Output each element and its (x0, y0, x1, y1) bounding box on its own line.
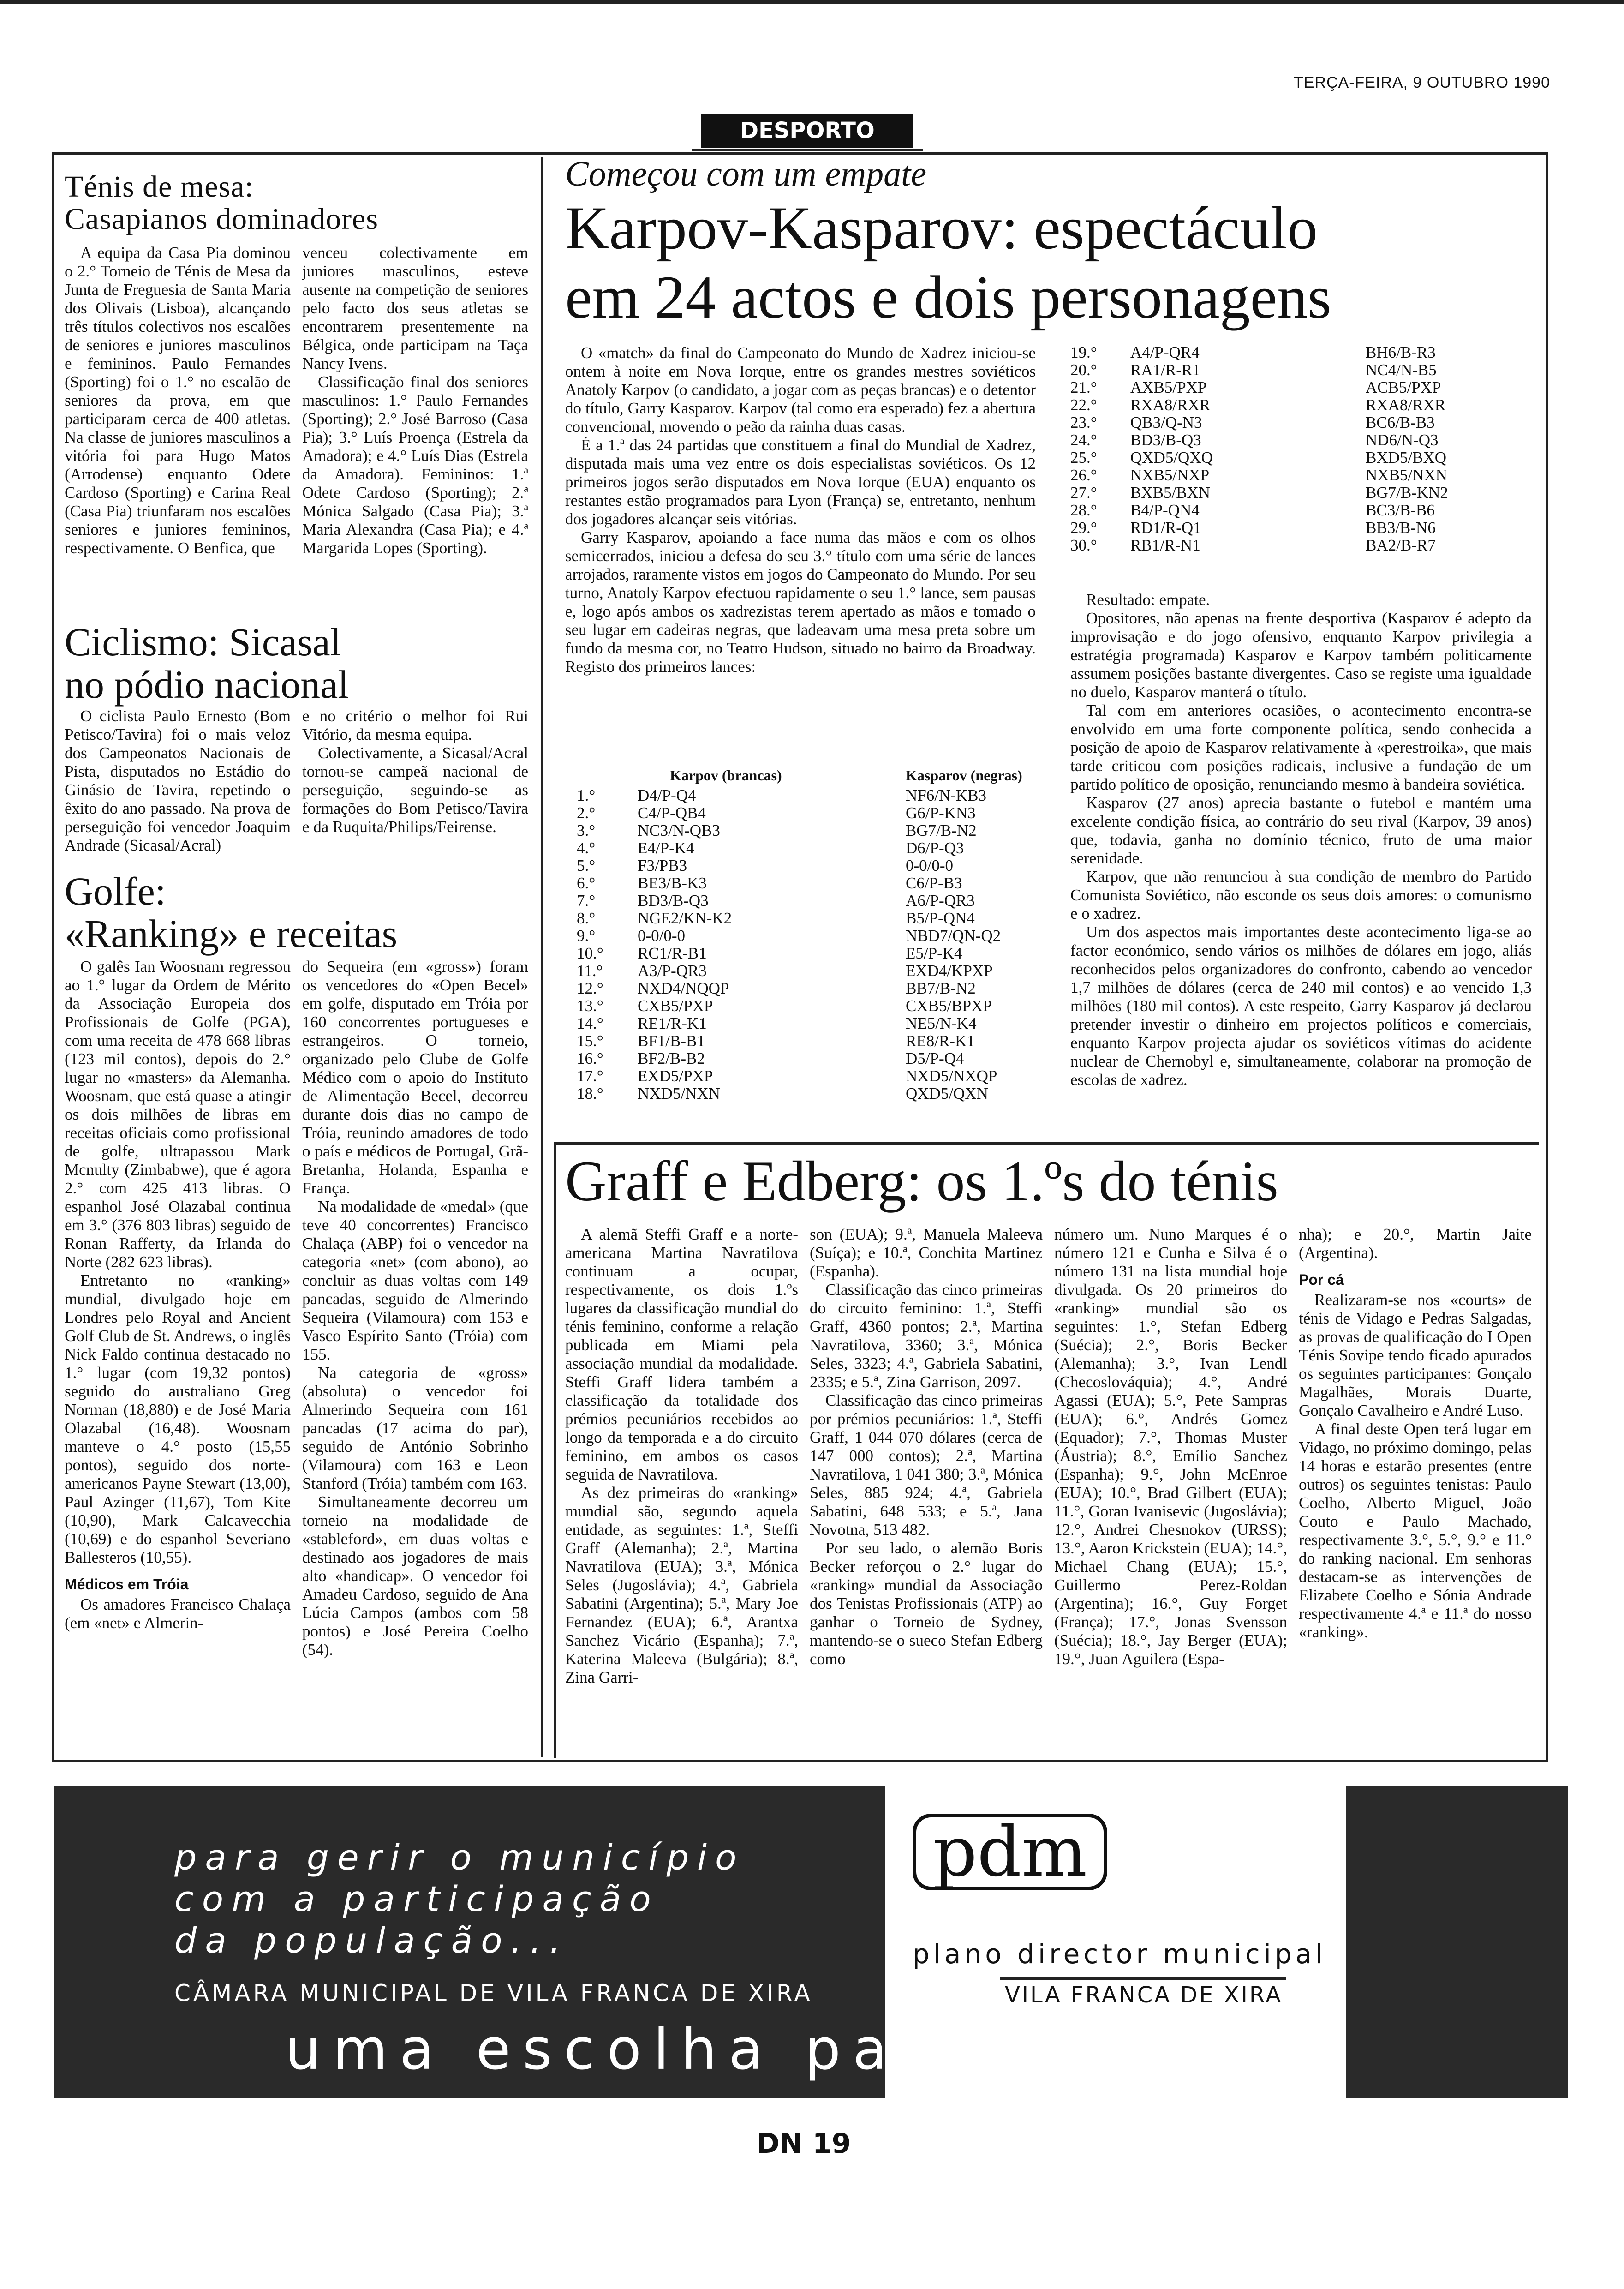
move-row (577, 1050, 1023, 1067)
move-black: NBD7/QN-Q2 (906, 927, 1001, 945)
move-white: RA1/R-R1 (1130, 361, 1200, 379)
karpov-col-1 (565, 344, 1036, 676)
ciclismo-headline-2: no pódio nacional (65, 662, 349, 707)
move-white: RB1/R-N1 (1130, 536, 1200, 554)
move-number: 15.° (577, 1032, 603, 1050)
move-black: BC6/B-B3 (1366, 413, 1435, 431)
move-white: NGE2/KN-K2 (638, 909, 732, 927)
move-row (577, 875, 1023, 892)
ciclismo-headline-1: Ciclismo: Sicasal (65, 620, 341, 664)
move-white: AXB5/PXP (1130, 378, 1207, 396)
move-number: 14.° (577, 1014, 603, 1032)
move-black: BXD5/BXQ (1366, 449, 1447, 467)
move-number: 16.° (577, 1049, 603, 1067)
paragraph: número um. Nuno Marques é o número 121 e Cunha e Silva é o número 131 na lista mundial hoje divulgada. Os 20 primeiros do «ranking» mundial são os seguintes: 1.°, Stefan Edberg (Suécia); 2.°, Boris Becker (Alemanha); 3.°, Ivan Lendl (Checoslováquia); 4.°, André Agassi (EUA); 5.°, Pete Sampras (EUA); 6.°, Andrés Gomez (Equador); 7.°, Thomas Muster (Áustria); 8.°, Emílio Sanchez (Espanha); 9.°, John McEnroe (EUA); 10.°, Brad Gilbert (EUA); 11.°, Goran Ivanisevic (Jugoslávia); 12.°, Andrei Chesnokov (URSS); 13.°, Aaron Krickstein (EUA); 14.°, Michael Chang (EUA); 15.°, Guillermo Perez-Roldan (Argentina); 16.°, Guy Forget (França); 17.°, Jonas Svensson (Suécia); 18.°, Jay Berger (EUA); 19.°, Juan Aguilera (Espa- (1054, 1225, 1287, 1668)
move-white: BF2/B-B2 (638, 1049, 705, 1067)
move-row (1070, 449, 1448, 467)
paragraph: Kasparov (27 anos) aprecia bastante o futebol e mantém uma excelente condição física, ao contrário do seu rival (Karpov, 39 anos) que, todavia, ganha no domínio técnico, fruto de uma maior serenidade. (1070, 794, 1532, 867)
move-row (577, 1067, 1023, 1085)
move-white: A3/P-QR3 (638, 962, 707, 980)
karpov-result: Resultado: empate. (1086, 591, 1210, 609)
move-white: B4/P-QN4 (1130, 501, 1200, 519)
move-row (1070, 467, 1448, 484)
move-white: NC3/N-QB3 (638, 821, 720, 839)
move-row (577, 857, 1023, 875)
paragraph: Entretanto no «ranking» mundial, divulgado hoje em Londres pelo Royal and Ancient Golf Club de St. Andrews, o inglês Nick Faldo continua destacado no 1.° lugar (com 19,32 pontos) seguido do australiano Greg Norman (18,880) e de José Maria Olazabal (16,48). Woosnam manteve o 4.° posto (15,55 pontos), seguido dos norte-americanos Payne Stewart (13,00), Paul Azinger (11,67), Tom Kite (10,90), Mark Calcavecchia (10,69) e do espanhol Severiano Ballesteros (10,55). (65, 1271, 291, 1566)
move-row (577, 1032, 1023, 1050)
ad-plan-label: plano director municipal (913, 1938, 1327, 1970)
paragraph: O ciclista Paulo Ernesto (Bom Petisco/Tavira) foi o mais veloz dos Campeonatos Nacionais de Pista, disputados no Estádio do Ginásio de Tavira, repetindo o êxito do ano passado. Na prova de perseguição foi vencedor Joaquim Andrade (Sicasal/Acral) (65, 707, 291, 854)
move-row (1070, 519, 1448, 537)
move-black: NE5/N-K4 (906, 1014, 977, 1032)
paragraph: O «match» da final do Campeonato do Mundo de Xadrez iniciou-se ontem à noite em Nova Iorque, entre os grandes mestres soviéticos Anatoly Karpov (o candidato, a jogar com as peças brancas) e o detentor do título, Garry Kasparov. Karpov (tal como era esperado) fez a abertura convencional, movendo o peão da rainha duas casas. (565, 344, 1036, 436)
move-white: RXA8/RXR (1130, 396, 1211, 414)
golfe-col-2 (302, 958, 528, 1659)
move-number: 11.° (577, 962, 603, 980)
move-number: 10.° (577, 944, 603, 962)
move-black: EXD4/KPXP (906, 962, 993, 980)
ad-council: CÂMARA MUNICIPAL DE VILA FRANCA DE XIRA (174, 1980, 813, 2007)
move-row (577, 804, 1023, 822)
move-black: NXD5/NXQP (906, 1067, 997, 1085)
move-number: 28.° (1070, 501, 1097, 519)
move-black: BG7/B-N2 (906, 821, 977, 839)
move-black: G6/P-KN3 (906, 804, 976, 822)
move-row (1070, 502, 1448, 519)
moves-header-black: Kasparov (negras) (906, 767, 1022, 784)
move-number: 26.° (1070, 466, 1097, 484)
move-black: A6/P-QR3 (906, 892, 975, 910)
move-row (1070, 361, 1448, 379)
move-white: CXB5/PXP (638, 997, 713, 1015)
move-black: NF6/N-KB3 (906, 786, 987, 804)
move-row (577, 892, 1023, 910)
paragraph: A final deste Open terá lugar em Vidago, no próximo domingo, pelas 14 horas e estarão presentes (entre outros) os seguintes tenistas: Paulo Coelho, Alberto Miguel, João Couto e Paulo Machado, respectivamente 3.°, 5.°, 9.° e 11.° do ranking nacional. Em senhoras destacam-se as intervenções de Elizabete Coelho e Sónia Andrade respectivamente 4.ª e 11.ª do nosso «ranking». (1299, 1420, 1532, 1641)
move-white: BD3/B-Q3 (1130, 431, 1201, 449)
tenis-mesa-col-2 (302, 244, 528, 557)
paragraph: Colectivamente, a Sicasal/Acral tornou-se campeã nacional de perseguição, seguindo-se as formações do Bom Petisco/Tavira e da Ruquita/Philips/Feirense. (302, 744, 528, 836)
move-white: BXB5/BXN (1130, 484, 1211, 502)
top-border (0, 0, 1624, 4)
paragraph: Classificação das cinco primeiras por prémios pecuniários: 1.ª, Steffi Graff, 1 044 070 dólares (cerca de 147 000 contos); 2.ª, Martina Navratilova, 1 041 380; 3.ª, Mónica Seles, 885 924; 4.ª, Gabriela Sabatini, 648 533; e 5.ª, Jana Novotna, 513 482. (810, 1391, 1043, 1539)
move-number: 7.° (577, 892, 596, 910)
graff-col-4 (1299, 1225, 1532, 1642)
move-black: 0-0/0-0 (906, 857, 954, 875)
karpov-headline-1: Karpov-Kasparov: espectáculo (565, 194, 1318, 262)
move-number: 2.° (577, 804, 596, 822)
paragraph: venceu colectivamente em juniores masculinos, esteve ausente na competição de seniores pelo facto dos seus atletas se encontrarem presentemente na Bélgica, onde participam na Taça Nancy Ivens. (302, 244, 528, 372)
paragraph: Por seu lado, o alemão Boris Becker reforçou o 2.° lugar do «ranking» mundial da Associação dos Tenistas Profissionais (ATP) ao ganhar o Torneio de Sydney, mantendo-se o sueco Stefan Edberg como (810, 1539, 1043, 1668)
page-folio: DN 19 (757, 2127, 851, 2160)
move-row (577, 980, 1023, 997)
move-black: BB7/B-N2 (906, 979, 976, 997)
paragraph: Classificação das cinco primeiras do circuito feminino: 1.ª, Steffi Graff, 4360 pontos; 2.ª, Martina Navratilova, 3360; 3.ª, Mónica Seles, 3323; 4.ª, Gabriela Sabatini, 2335; e 5.ª, Zina Garrison, 2097. (810, 1281, 1043, 1391)
ad-line-1: para gerir o município (174, 1837, 745, 1878)
tenis-mesa-article (65, 171, 531, 235)
move-white: BE3/B-K3 (638, 874, 707, 892)
move-number: 24.° (1070, 431, 1097, 449)
move-black: BC3/B-B6 (1366, 501, 1435, 519)
move-white: EXD5/PXP (638, 1067, 713, 1085)
move-row (577, 997, 1023, 1015)
move-white: NXD5/NXN (638, 1085, 720, 1103)
page-date: TERÇA-FEIRA, 9 OUTUBRO 1990 (1293, 74, 1550, 91)
move-white: QXD5/QXQ (1130, 449, 1213, 467)
move-white: RD1/R-Q1 (1130, 519, 1201, 537)
move-number: 17.° (577, 1067, 603, 1085)
move-white: QB3/Q-N3 (1130, 413, 1202, 431)
tenis-mesa-col-1 (65, 244, 291, 557)
move-number: 25.° (1070, 449, 1097, 467)
paragraph: Na modalidade de «medal» (que teve 40 concorrentes) Francisco Chalaça (ABP) foi o vencedor na categoria «net» (com abono), ao concluir as duas voltas com 149 pancadas, seguido de Almerindo Sequeira (Vilamoura) com 153 e Vasco Espírito Santo (Tróia) com 155. (302, 1198, 528, 1363)
tenis-mesa-headline-2: Casapianos dominadores (65, 202, 379, 236)
paragraph: Classificação final dos seniores masculinos: 1.° Paulo Fernandes (Sporting); 2.° José Barroso (Casa Pia); 3.° Luís Proença (Estrela da Amadora); e 4.° Luís Dias (Estrela da Amadora). Femininos: 1.ª Odete Cardoso (Sporting); 2.ª Mónica Salgado (Casa Pia); 3.ª Maria Alexandra (Casa Pia); e 4.ª Margarida Lopes (Sporting). (302, 373, 528, 557)
move-number: 12.° (577, 979, 603, 997)
paragraph: Realizaram-se nos «courts» de ténis de Vidago e Pedras Salgadas, as provas de qualificação do I Open Ténis Sovipe tendo ficado apurados os seguintes participantes: Gonçalo Magalhães, Morais Duarte, Gonçalo Cavalheiro e André Luso. (1299, 1291, 1532, 1420)
move-number: 22.° (1070, 396, 1097, 414)
move-white: 0-0/0-0 (638, 927, 686, 945)
karpov-kicker: Começou com um empate (565, 155, 927, 193)
move-black: CXB5/BPXP (906, 997, 992, 1015)
move-white: RC1/R-B1 (638, 944, 707, 962)
paragraph: O galês Ian Woosnam regressou ao 1.° lugar da Ordem de Mérito da Associação Europeia dos Profissionais de Golfe (PGA), com uma receita de 478 668 libras (123 mil contos), depois do 2.° lugar no «masters» da Alemanha. Woosnam, que está quase a atingir os dois milhões de libras em receitas oficiais como profissional de golfe, ultrapassou Mark Mcnulty (Zimbabwe), que é agora 2.° com 425 413 libras. O espanhol José Olazabal continua em 3.° (376 803 libras) seguido de Ronan Rafferty, da Irlanda do Norte (282 623 libras). (65, 958, 291, 1271)
move-row (577, 945, 1023, 962)
tenis-mesa-headline-1: Ténis de mesa: (65, 170, 254, 204)
move-black: RE8/R-K1 (906, 1032, 975, 1050)
move-white: E4/P-K4 (638, 839, 694, 857)
paragraph: Tal com em anteriores ocasiões, o acontecimento encontra-se envolvido em uma forte componente política, sendo conhecida a posição de apoio de Kasparov relativamente à «perestroika», que mais tarde criticou com posições radicais, inclusive a fundação de um partido político de oposição, renunciando mesmo à bandeira soviética. (1070, 701, 1532, 793)
karpov-col-2 (1070, 591, 1532, 1089)
move-row (577, 1085, 1023, 1103)
move-black: QXD5/QXN (906, 1085, 988, 1103)
move-row (1070, 484, 1448, 502)
move-number: 8.° (577, 909, 596, 927)
move-black: C6/P-B3 (906, 874, 962, 892)
move-black: NC4/N-B5 (1366, 361, 1437, 379)
paragraph: A alemã Steffi Graff e a norte-americana Martina Navratilova continuam a ocupar, respectivamente, os dois 1.ºs lugares da classificação mundial do ténis feminino, conforme a relação publicada em Miami pela associação mundial da modalidade. Steffi Graff lidera também a classificação da totalidade dos prémios pecuniários recebidos ao longo da temporada e a do circuito feminino, em ambos os casos seguida de Navratilova. (565, 1225, 798, 1483)
paragraph: Um dos aspectos mais importantes deste acontecimento liga-se ao factor económico, sendo vários os milhões de dólares em jogo, aliás reconhecidos pelos organizadores do confronto, cabendo ao vencedor 1,7 milhões de dólares (cerca de 240 mil contos) e ao vencido 1,3 milhões (180 mil contos). A este respeito, Garry Kasparov já declarou pretender investir o dinheiro em projectos políticos e comerciais, enquanto Karpov projecta ajudar os soviéticos vítimas do acidente nuclear de Chernobyl e, simultaneamente, colaborar na promoção de escolas de xadrez. (1070, 923, 1532, 1089)
move-number: 30.° (1070, 536, 1097, 554)
move-white: A4/P-QR4 (1130, 343, 1200, 361)
move-number: 18.° (577, 1085, 603, 1103)
move-number: 5.° (577, 857, 596, 875)
karpov-article (565, 155, 1534, 332)
golfe-article (65, 870, 531, 955)
pdm-logo: pdm (913, 1814, 1107, 1890)
move-black: BG7/B-KN2 (1366, 484, 1448, 502)
move-number: 23.° (1070, 413, 1097, 431)
move-black: BA2/B-R7 (1366, 536, 1436, 554)
move-row (577, 927, 1023, 945)
move-white: BF1/B-B1 (638, 1032, 705, 1050)
paragraph: Karpov, que não renunciou à sua condição de membro do Partido Comunista Soviético, não esconde os seus dois amores: o comunismo e o xadrez. (1070, 868, 1532, 923)
paragraph: Garry Kasparov, apoiando a face numa das mãos e com os olhos semicerrados, iniciou a defesa do seu 3.° título com uma série de lances arrojados, raramente vistos em jogos do Campeonato do Mundo. Por seu turno, Anatoly Karpov efectuou rapidamente o seu 1.° lance, sem pausas e, logo após ambos os xadrezistas terem apertado as mãos e tomado o seu lugar em cadeiras negras, que ladeavam uma mesa preta sobre um fundo da mesma cor, no Teatro Hudson, situado no bairro da Broadway. Registo dos primeiros lances: (565, 528, 1036, 676)
golfe-headline-1: Golfe: (65, 869, 166, 913)
paragraph: As dez primeiras do «ranking» mundial são, segundo aquela entidade, as seguintes: 1.ª, Steffi Graff (Alemanha); 2.ª, Martina Navratilova (EUA); 3.ª, Mónica Seles (Jugoslávia); 4.ª, Gabriela Sabatini (Argentina); 5.ª, Mary Joe Fernandez (EUA); 6.ª, Arantxa Sanchez Vicário (Espanha); 7.ª, Katerina Maleeva (Bulgária); 8.ª, Zina Garri- (565, 1484, 798, 1686)
ad-line-2: com a participação (174, 1878, 659, 1919)
move-number: 1.° (577, 786, 596, 804)
move-number: 3.° (577, 821, 596, 839)
move-row (577, 822, 1023, 839)
section-label: DESPORTO (701, 114, 914, 148)
move-white: RE1/R-K1 (638, 1014, 707, 1032)
move-black: B5/P-QN4 (906, 909, 975, 927)
paragraph: nha); e 20.°, Martin Jaite (Argentina). (1299, 1225, 1532, 1262)
move-white: D4/P-Q4 (638, 786, 696, 804)
graff-col-1 (565, 1225, 798, 1687)
move-row (577, 910, 1023, 927)
advertisement (54, 1786, 1568, 2098)
paragraph: Na categoria de «gross» (absoluta) o vencedor foi Almerindo Sequeira com 161 pancadas (17 acima do par), seguido de António Sobrinho (Vilamoura) com 163 e Leon Stanford (Tróia) também com 163. (302, 1364, 528, 1492)
move-row (1070, 414, 1448, 431)
move-black: ND6/N-Q3 (1366, 431, 1439, 449)
move-white: F3/PB3 (638, 857, 687, 875)
moves-table-a (577, 766, 1038, 1103)
move-black: D6/P-Q3 (906, 839, 964, 857)
ciclismo-article (65, 621, 531, 706)
paragraph: Opositores, não apenas na frente desportiva (Kasparov é adepto da improvisação e do jogo ofensivo, enquanto Karpov privilegia a estratégia programada) Kasparov e Karpov também politicamente assumem posições bastante divergentes. Caso se registe uma igualdade no duelo, Kasparov manterá o título. (1070, 609, 1532, 701)
move-white: C4/P-QB4 (638, 804, 706, 822)
move-number: 19.° (1070, 343, 1097, 361)
move-number: 27.° (1070, 484, 1097, 502)
move-black: RXA8/RXR (1366, 396, 1446, 414)
move-black: ACB5/PXP (1366, 378, 1441, 396)
move-black: BB3/B-N6 (1366, 519, 1436, 537)
move-row (577, 962, 1023, 980)
graff-headline: Graff e Edberg: os 1.ºs do ténis (565, 1150, 1278, 1213)
move-white: NXB5/NXP (1130, 466, 1210, 484)
moves-header-white: Karpov (brancas) (670, 767, 782, 784)
move-number: 20.° (1070, 361, 1097, 379)
moves-table (577, 766, 1023, 1103)
move-number: 29.° (1070, 519, 1097, 537)
move-row (577, 839, 1023, 857)
move-row (1070, 431, 1448, 449)
graff-subhead: Por cá (1299, 1271, 1344, 1288)
move-row (577, 1015, 1023, 1032)
section-underline (692, 149, 923, 151)
move-number: 13.° (577, 997, 603, 1015)
ad-plan-rule (1000, 1977, 1286, 1980)
paragraph: É a 1.ª das 24 partidas que constituem a final do Mundial de Xadrez, disputada mais uma vez entre os dois especialistas soviéticos. Os 12 primeiros jogos serão disputados em Nova Iorque (EUA) enquanto os restantes estão programados para Lyon (França) se, entretanto, nenhum dos jogadores alcançar seis vitórias. (565, 436, 1036, 528)
karpov-headline-2: em 24 actos e dois personagens (565, 263, 1331, 331)
move-black: D5/P-Q4 (906, 1049, 964, 1067)
graff-col-3 (1054, 1225, 1287, 1668)
move-row (1070, 396, 1448, 414)
move-row (1070, 344, 1448, 361)
golfe-col-1 (65, 958, 291, 1632)
ad-city: VILA FRANCA DE XIRA (1005, 1982, 1283, 2008)
move-black: BH6/B-R3 (1366, 343, 1436, 361)
move-black: NXB5/NXN (1366, 466, 1447, 484)
ad-slogan: uma escolha para o futuro! (285, 2017, 1363, 2082)
golfe-headline-2: «Ranking» e receitas (65, 911, 398, 956)
move-row (1070, 537, 1448, 554)
paragraph: A equipa da Casa Pia dominou o 2.° Torneio de Ténis de Mesa da Junta de Freguesia de Santa Maria dos Olivais (Lisboa), alcançando três títulos colectivos nos escalões de seniores e juniores masculinos e femininos. Paulo Fernandes (Sporting) foi o 1.° no escalão de seniores da prova, em que participaram cerca de 400 atletas. Na classe de juniores masculinos a vitória foi para Hugo Matos (Arrodense) enquanto Odete Cardoso (Sporting) e Carina Real (Casa Pia) triunfaram nos escalões seniores e juniores femininos, respectivamente. O Benfica, que (65, 244, 291, 557)
move-number: 21.° (1070, 378, 1097, 396)
ciclismo-col-2 (302, 707, 528, 836)
move-number: 4.° (577, 839, 596, 857)
graff-col-2 (810, 1225, 1043, 1668)
paragraph: do Sequeira (em «gross») foram os vencedores do «Open Becel» em golfe, disputado em Tróia por 160 concorrentes portugueses e estrangeiros. O torneio, organizado pelo Clube de Golfe Médico com o apoio do Instituto de Alimentação Becel, decorreu durante dois dias no campo de Tróia, reunindo amadores de todo o país e médicos de Portugal, Grã-Bretanha, Holanda, Espanha e França. (302, 958, 528, 1197)
ciclismo-col-1 (65, 707, 291, 855)
move-white: NXD4/NQQP (638, 979, 729, 997)
move-number: 6.° (577, 874, 596, 892)
move-row (577, 787, 1023, 804)
moves-table (1070, 344, 1448, 554)
moves-table-b (1070, 344, 1532, 554)
paragraph: e no critério o melhor foi Rui Vitório, da mesma equipa. (302, 707, 528, 743)
paragraph: Simultaneamente decorreu um torneio na modalidade de «stableford», em duas voltas e destinado aos jogadores de mais alto «handicap». O vencedor foi Amadeu Cardoso, seguido de Ana Lúcia Campos (ambos com 58 pontos) e José Pereira Coelho (54). (302, 1493, 528, 1659)
paragraph: son (EUA); 9.ª, Manuela Maleeva (Suíça); e 10.ª, Conchita Martinez (Espanha). (810, 1225, 1043, 1280)
move-black: E5/P-K4 (906, 944, 962, 962)
move-number: 9.° (577, 927, 596, 945)
golfe-subhead: Médicos em Tróia (65, 1576, 189, 1593)
move-white: BD3/B-Q3 (638, 892, 709, 910)
graff-article (565, 1149, 1525, 1214)
move-row (1070, 379, 1448, 396)
paragraph: Os amadores Francisco Chalaça (em «net» e Almerin- (65, 1595, 291, 1632)
ad-line-3: da população... (174, 1920, 569, 1961)
